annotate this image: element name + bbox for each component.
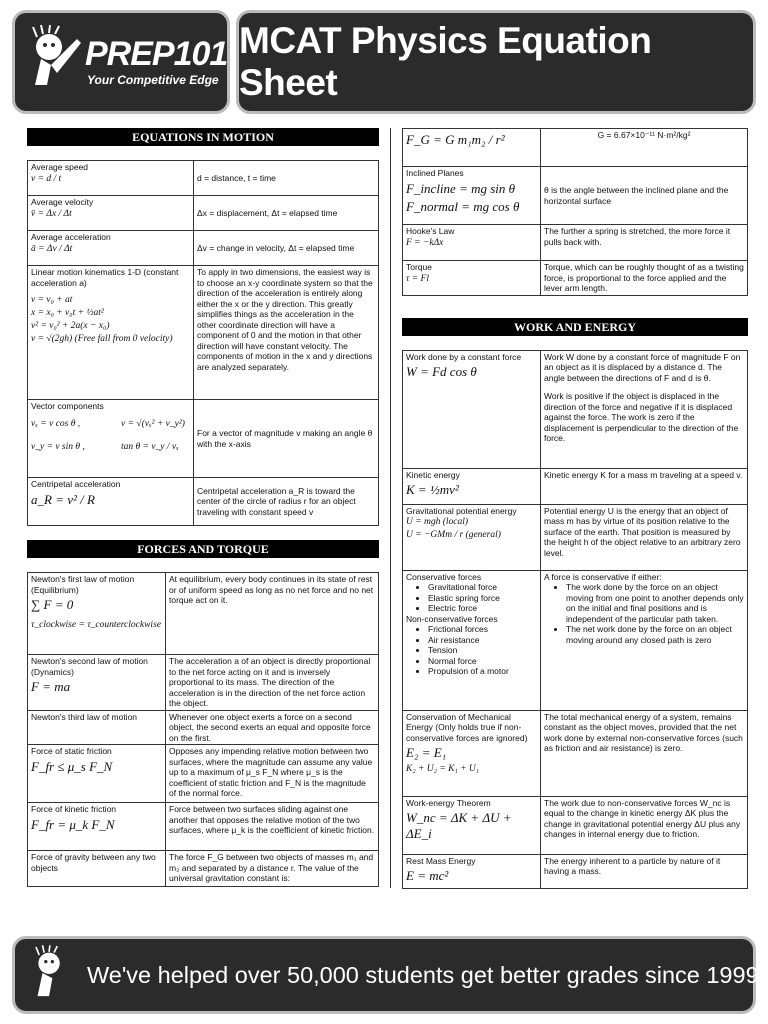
equation-name: Force of static friction [31, 746, 112, 756]
equation-cell [28, 573, 166, 655]
equation: v = d / t [31, 173, 62, 184]
right-column [402, 128, 748, 889]
equation-cell [28, 231, 194, 266]
equation-name: Newton's second law of motion (Dynamics) [31, 656, 148, 677]
equation-name: Vector components [31, 401, 104, 411]
table-row [28, 478, 379, 526]
equation: v = v₀ + at [31, 295, 73, 305]
equation: W_nc = ΔK + ΔU + ΔE_i [406, 810, 512, 841]
equation-name: Non-conservative forces [406, 613, 498, 624]
description-cell: The force F_G between two objects of masses m₁ and m₂ and separated by a distance r. The value of the universal gravitation constant is: [166, 851, 379, 887]
equation-cell [403, 504, 541, 570]
description-cell: The acceleration a of an object is directly proportional to the net force acting on it and is inversely proportional to its mass. The direction of the acceleration is in the direction of the net force action the object. [166, 655, 379, 711]
list-item: • Frictional forces [428, 624, 537, 635]
section-header-motion: EQUATIONS IN MOTION [27, 128, 379, 146]
table-row [403, 468, 748, 504]
list-item: • Electric force [428, 603, 537, 614]
equation-name: Conservative forces [406, 571, 482, 582]
logo-panel [12, 10, 230, 114]
description-cell: Δx = displacement, Δt = elapsed time [194, 196, 379, 231]
equation: vₓ = v cos θ , [31, 418, 81, 429]
equation-name: Hooke's Law [406, 226, 455, 236]
equation: v = √(vₓ² + v_y²) [121, 418, 185, 429]
list-item: • Tension [428, 645, 537, 656]
description-cell: The total mechanical energy of a system, remains constant as the object moves, provided that the net work done by external non-conservative forces (such as friction and air resistance) is zero. [541, 710, 748, 796]
list-item: • Elastic spring force [428, 593, 537, 604]
description-text: A force is conservative if either: [544, 571, 662, 582]
conservative-list [406, 582, 537, 614]
equation: U = mgh (local) [406, 517, 469, 527]
list-item: • Propulsion of a motor [428, 666, 537, 677]
table-row [403, 570, 748, 710]
title-panel [236, 10, 756, 114]
equation-name: Linear motion kinematics 1-D (constant acceleration a) [31, 267, 179, 288]
equation-name: Work-energy Theorem [406, 797, 491, 808]
equation-cell [403, 129, 541, 167]
footer-text: We've helped over 50,000 students get better grades since 1999! [87, 962, 766, 988]
equation: F_normal = mg cos θ [406, 198, 520, 214]
work-table [402, 350, 748, 889]
table-row [28, 851, 379, 887]
description-cell: Torque, which can be roughly thought of as a twisting force, is proportional to the force applied and the lever arm length. [541, 261, 748, 296]
column-divider [390, 128, 391, 888]
logo-name: PREP101 [85, 35, 228, 73]
equation: F = −kΔx [406, 237, 444, 248]
left-column [27, 128, 379, 887]
equation-name: Force of gravity between any two objects [31, 852, 156, 873]
equation: E = mc² [406, 868, 449, 883]
equation-cell [28, 851, 166, 887]
table-row [403, 710, 748, 796]
equation: v² = v₀² + 2a(x − x₀) [31, 321, 110, 331]
equation-cell [28, 266, 194, 400]
equation-cell [403, 796, 541, 854]
equation-name: Work done by a constant force [406, 351, 522, 362]
equation-cell [403, 350, 541, 468]
forces-table [27, 572, 379, 887]
equation: F_fr = μ_k F_N [31, 816, 115, 832]
list-item: • Air resistance [428, 635, 537, 646]
table-row [403, 167, 748, 225]
equation: v̄ = Δx / Δt [31, 208, 72, 219]
equation-name: Torque [406, 262, 432, 272]
table-row [28, 231, 379, 266]
description-cell: At equilibrium, every body continues in its state of rest or of uniform speed as long as no net force and no net torque act on it. [166, 573, 379, 655]
description-cell: Δv = change in velocity, Δt = elapsed time [194, 231, 379, 266]
table-row [28, 196, 379, 231]
list-item: • The net work done by the force on an object moving around any closed path is zero [566, 624, 744, 645]
section-header-forces: FORCES AND TORQUE [27, 540, 379, 558]
equation: F = ma [31, 679, 71, 694]
description-cell: The further a spring is stretched, the more force it pulls back with. [541, 225, 748, 261]
description-cell: G = 6.67×10⁻¹¹ N·m²/kg² [541, 129, 748, 167]
description-text: Work is positive if the object is displaced in the direction of the force and negative if it is displaced against the force. The work is zero if the displacement is perpendicular to the direction of the force. [544, 391, 739, 443]
description-cell [541, 350, 748, 468]
description-cell: θ is the angle between the inclined plane and the horizontal surface [541, 167, 748, 225]
table-row [403, 129, 748, 167]
description-cell [541, 570, 748, 710]
equation: a_R = v² / R [31, 491, 95, 507]
equation-cell [403, 468, 541, 504]
description-cell: Force between two surfaces sliding against one another that opposes the relative motion of the two surfaces, where μ_k is the coefficient of kinetic friction. [166, 803, 379, 851]
equation-cell [403, 261, 541, 296]
description-cell: To apply in two dimensions, the easiest way is to choose an x-y coordinate system so that the direction of the acceleration is entirely along either the x or the y direction. This greatly simplifies things as the acceleration in the other coordinate direction will have a component of 0 and the motion in that other direction will have constant velocity. The components of motion in the x and y directions are analyzed separately. [194, 266, 379, 400]
forces-continued-table [402, 128, 748, 296]
equation-cell [28, 745, 166, 803]
equation-cell [403, 854, 541, 888]
equation: E₂ = E₁ [406, 745, 447, 760]
table-row [403, 504, 748, 570]
table-row [28, 710, 379, 745]
table-row [28, 573, 379, 655]
description-cell: Potential energy U is the energy that an object of mass m has by virtue of its position relative to the surface of the earth. That position is measured by the height h of the object relative to an arbitrary zero level. [541, 504, 748, 570]
table-row [28, 745, 379, 803]
equation-name: Kinetic energy [406, 469, 460, 480]
equation-name: Average acceleration [31, 232, 111, 242]
equation-cell [28, 803, 166, 851]
equation: F_fr ≤ μ_s F_N [31, 758, 113, 774]
equation-cell [28, 655, 166, 711]
description-cell: d = distance, t = time [194, 161, 379, 196]
list-item: • Normal force [428, 656, 537, 667]
table-row [28, 266, 379, 400]
description-cell: Centripetal acceleration a_R is toward the center of the circle of radius r for an object traveling with constant speed v [194, 478, 379, 526]
equation-name: Inclined Planes [406, 168, 464, 178]
equation: W = Fd cos θ [406, 364, 477, 379]
table-row [28, 161, 379, 196]
equation-cell [403, 167, 541, 225]
equation: F_G = G m₁m₂ / r² [406, 132, 505, 147]
equation-cell [403, 710, 541, 796]
description-cell: The work due to non-conservative forces W_nc is equal to the change in kinetic energy ΔK plus the change in gravitational potential energy ΔU plus any changes in internal energy due to friction. [541, 796, 748, 854]
equation: K₂ + U₂ = K₁ + U₁ [406, 764, 480, 774]
equation-cell [28, 161, 194, 196]
description-cell: For a vector of magnitude v making an angle θ with the x-axis [194, 400, 379, 478]
equation: tan θ = v_y / vₓ [121, 441, 179, 452]
conservative-criteria-list [544, 582, 744, 645]
table-row [403, 261, 748, 296]
equation: U = −GMm / r (general) [406, 530, 501, 540]
equation-name: Average speed [31, 162, 89, 172]
equation-name: Newton's third law of motion [31, 711, 138, 722]
section-header-work: WORK AND ENERGY [402, 318, 748, 336]
description-text: Work W done by a constant force of magnitude F on an object as it is displaced by a distance d. The angle between the directions of F and d is θ. [544, 351, 741, 383]
logo-tagline: Your Competitive Edge [87, 73, 219, 87]
nonconservative-list [406, 624, 537, 677]
description-cell: Opposes any impending relative motion between two surfaces, where the magnitude can assume any value up to a maximum of μ_s F_N where μ_s is the coefficient of static friction and F_N is the magnitude of the normal force. [166, 745, 379, 803]
equation-cell [28, 196, 194, 231]
equation-cell [28, 710, 166, 745]
table-row [403, 854, 748, 888]
equation: x = x₀ + v₀t + ½at² [31, 308, 104, 318]
equation-cell [403, 570, 541, 710]
page-title: MCAT Physics Equation Sheet [239, 20, 652, 103]
equation: K = ½mv² [406, 482, 459, 497]
equation-cell [403, 225, 541, 261]
motion-table [27, 160, 379, 526]
equation: v_y = v sin θ , [31, 441, 85, 452]
list-item: • Gravitational force [428, 582, 537, 593]
table-row [403, 796, 748, 854]
equation: τ_clockwise = τ_counterclockwise [31, 620, 161, 630]
description-cell: Whenever one object exerts a force on a second object, the second exerts an equal and opposite force on the first. [166, 710, 379, 745]
equation: τ = Fl [406, 273, 430, 284]
equation-name: Newton's first law of motion (Equilibrium) [31, 574, 135, 595]
equation: v = √(2gh) (Free fall from 0 velocity) [31, 334, 173, 344]
description-cell: Kinetic energy K for a mass m traveling at a speed v. [541, 468, 748, 504]
equation-cell [28, 400, 194, 478]
table-row [28, 803, 379, 851]
table-row [28, 400, 379, 478]
equation-name: Centripetal acceleration [31, 479, 121, 489]
equation: ā = Δv / Δt [31, 243, 73, 254]
list-item: • The work done by the force on an object moving from one point to another depends only on the initial and final positions and is independent of the particular path taken. [566, 582, 744, 624]
equation-name: Conservation of Mechanical Energy (Only holds true if non-conservative forces are ignored) [406, 711, 528, 743]
table-row [28, 655, 379, 711]
footer-banner [12, 936, 766, 1014]
description-cell: The energy inherent to a particle by nature of it having a mass. [541, 854, 748, 888]
equation-cell [28, 478, 194, 526]
equation-name: Force of kinetic friction [31, 804, 117, 814]
equation-name: Rest Mass Energy [406, 855, 476, 866]
table-row [403, 350, 748, 468]
equation: ∑ F = 0 [31, 597, 74, 612]
mascot-logo-icon [31, 945, 77, 1003]
table-row [403, 225, 748, 261]
mascot-logo-icon [27, 25, 83, 95]
equation: F_incline = mg sin θ [406, 180, 516, 196]
equation-name: Average velocity [31, 197, 94, 207]
equation-name: Gravitational potential energy [406, 505, 517, 516]
